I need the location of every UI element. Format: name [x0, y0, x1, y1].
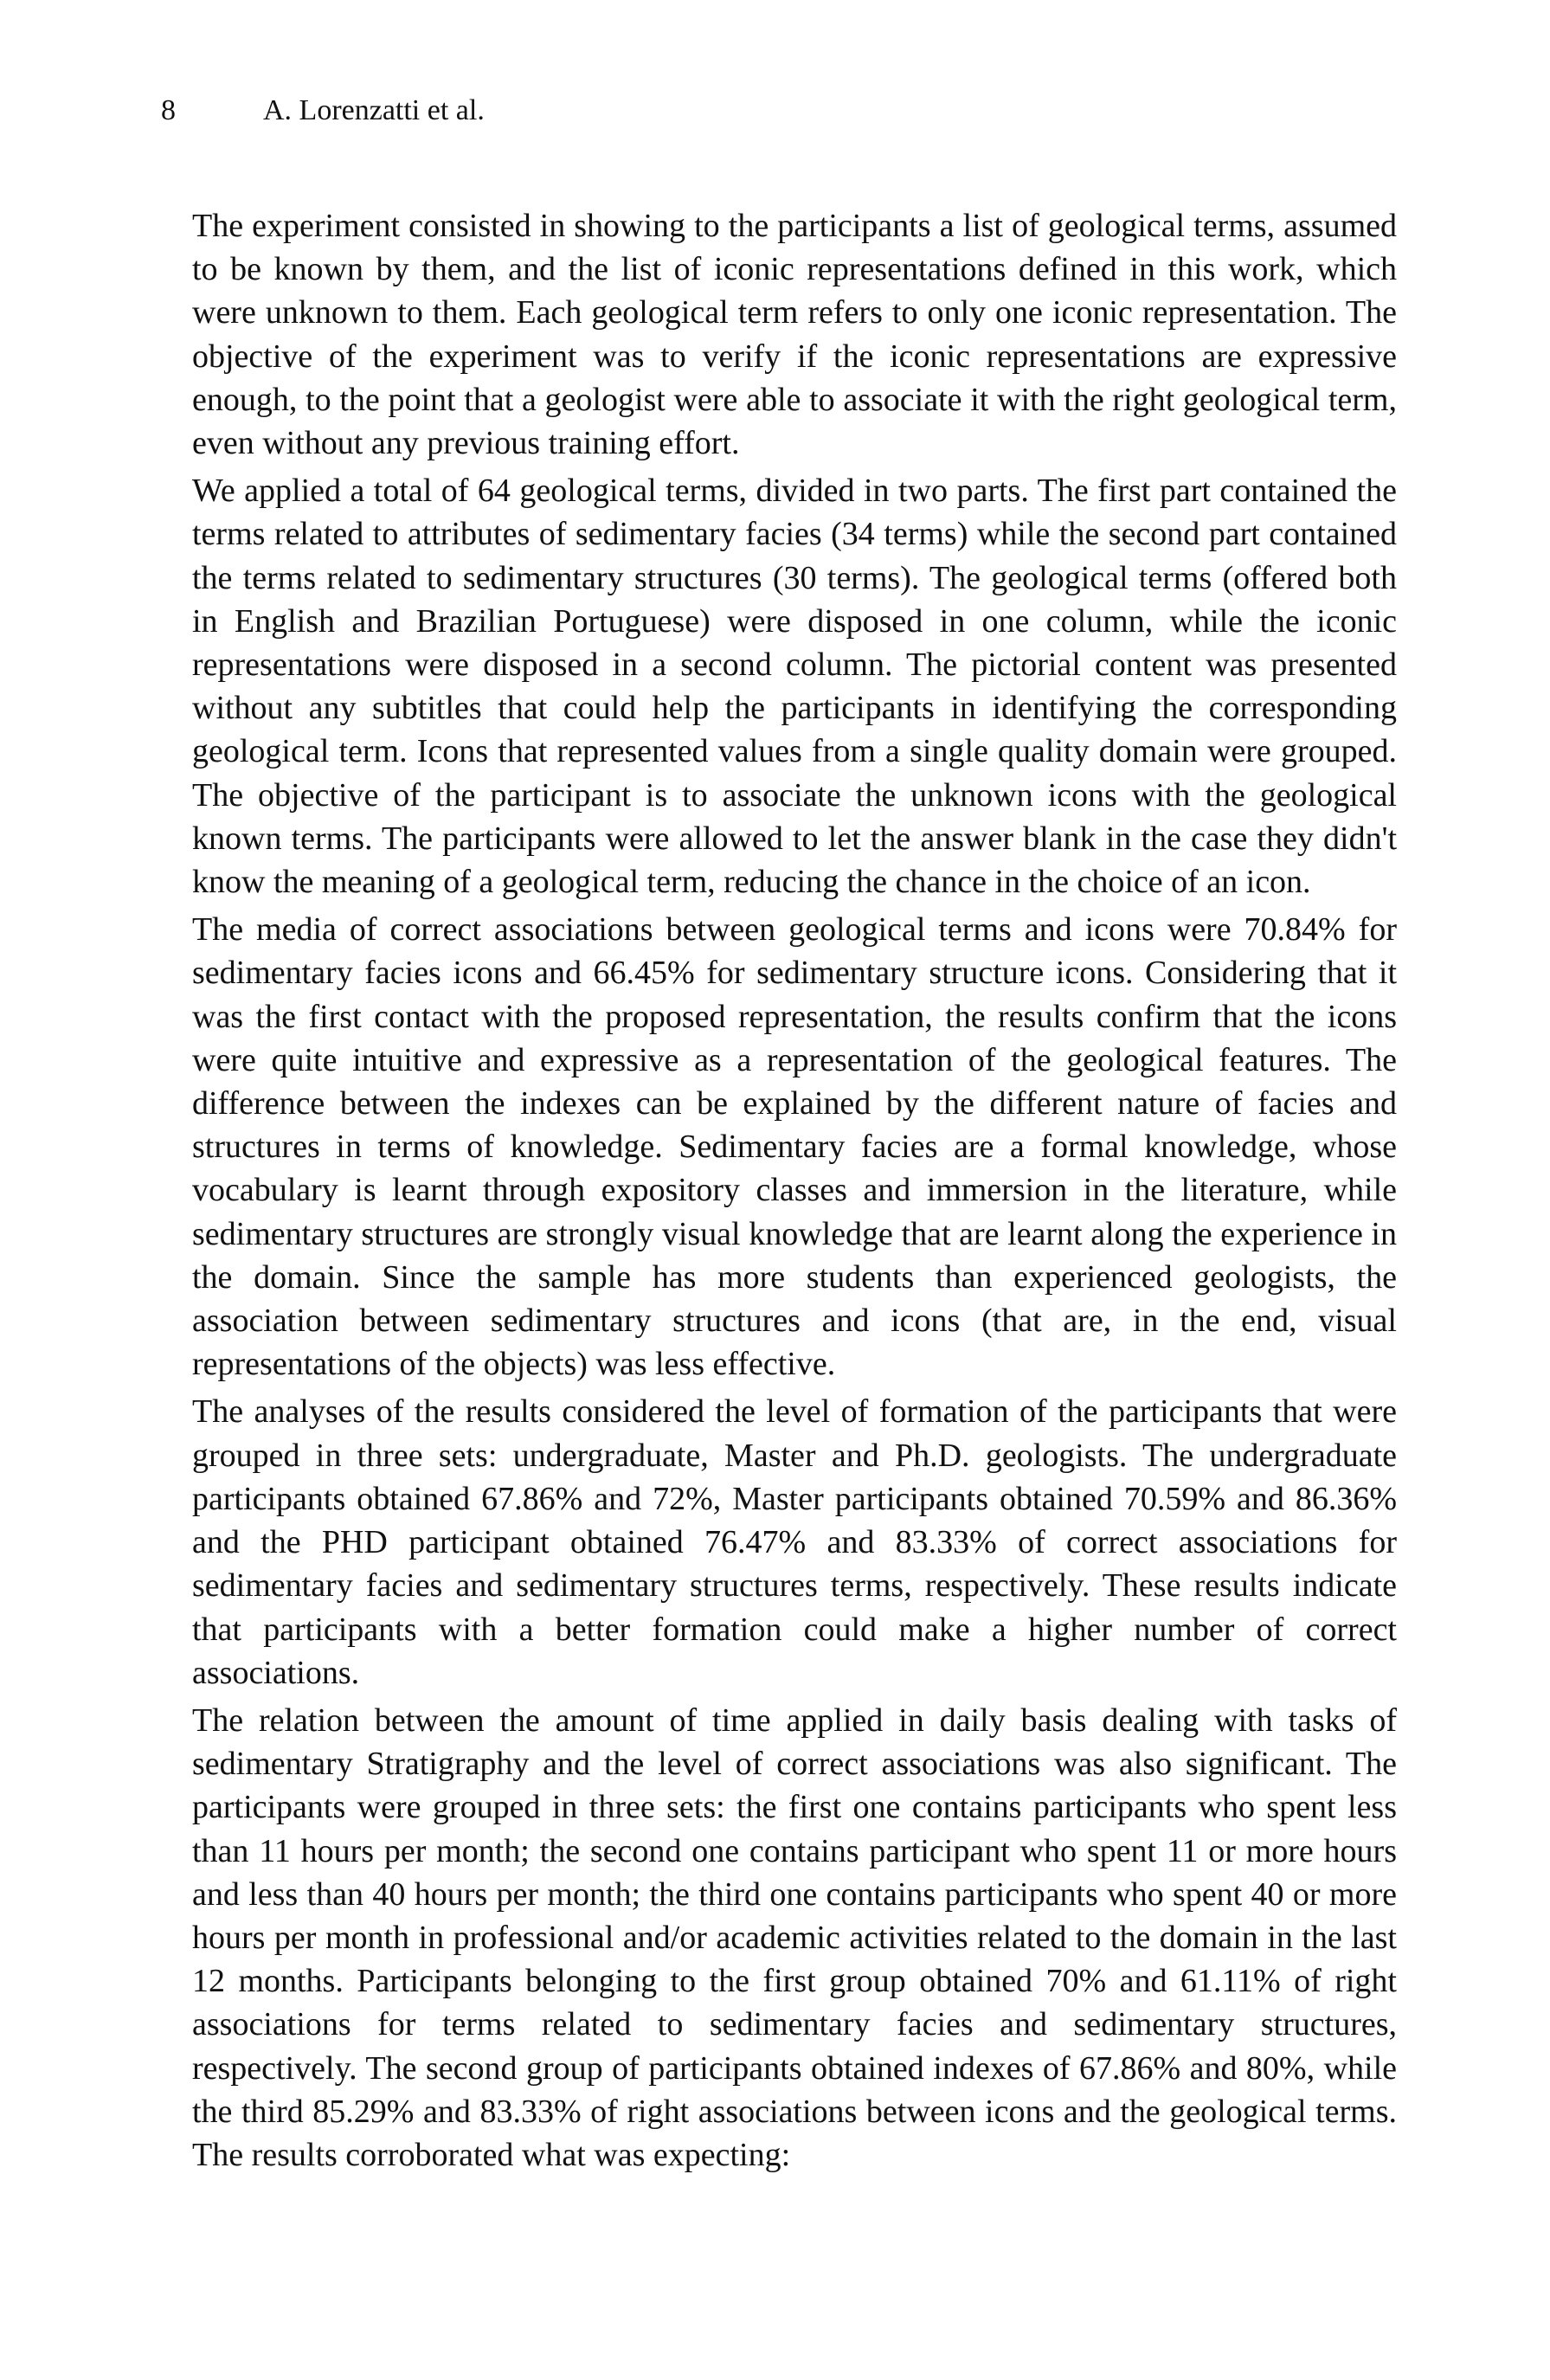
paragraph-time-applied: The relation between the amount of time applied in daily basis dealing with tasks of sedimentary Stratigraphy and the level of correct associations was also significant. The participants were grouped in three sets: the first one contains participants who spent less than 11 hours per month; the second one contains participant who spent 11 or more hours and less than 40 hours per month; the third one contains participants who spent 40 or more hours per month in professional and/or academic activities related to the domain in the last 12 months. Participants belonging to the first group obtained 70% and 61.11% of right associations for terms related to sedimentary facies and sedimentary structures, respectively. The second group of participants obtained indexes of 67.86% and 80%, while the third 85.29% and 83.33% of right associations between icons and the geological terms. The results corroborated what was expecting:	[192, 1701, 1397, 2173]
running-header-authors: A. Lorenzatti et al.	[263, 94, 485, 126]
page-number: 8	[161, 94, 176, 126]
paragraph-formation-level: The analyses of the results considered the level of formation of the participants that were grouped in three sets: undergraduate, Master and Ph.D. geologists. The undergraduate participants obtained 67.86% and 72%, Master participants obtained 70.59% and 86.36% and the PHD participant obtained 76.47% and 83.33% of correct associations for sedimentary facies and sedimentary structures terms, respectively. These results indicate that participants with a better formation could make a higher number of correct associations.	[192, 1393, 1397, 1691]
paragraph-geological-terms: We applied a total of 64 geological terms, divided in two parts. The first part contained the terms related to attributes of sedimentary facies (34 terms) while the second part contained the terms related to sedimentary structures (30 terms). The geological terms (offered both in English and Brazilian Portuguese) were disposed in one column, while the iconic representations were disposed in a second column. The pictorial content was presented without any subtitles that could help the participants in identifying the corresponding geological term. Icons that represented values from a single quality domain were grouped. The objective of the participant is to associate the unknown icons with the geological known terms. The participants were allowed to let the answer blank in the case they didn't know the meaning of a geological term, reducing the chance in the choice of an icon.	[192, 473, 1397, 901]
paragraph-experiment-description: The experiment consisted in showing to the participants a list of geological terms, assumed to be known by them, and the list of iconic representations defined in this work, which were unknown to them. Each geological term refers to only one iconic representation. The objective of the experiment was to verify if the iconic representations are expressive enough, to the point that a geologist were able to associate it with the right geological term, even without any previous training effort.	[192, 208, 1397, 462]
running-header	[161, 93, 485, 128]
body-text	[192, 204, 1397, 2181]
paragraph-correct-associations: The media of correct associations between geological terms and icons were 70.84% for sedimentary facies icons and 66.45% for sedimentary structure icons. Considering that it was the first contact with the proposed representation, the results confirm that the icons were quite intuitive and expressive as a representation of the geological features. The difference between the indexes can be explained by the different nature of facies and structures in terms of knowledge. Sedimentary facies are a formal knowledge, whose vocabulary is learnt through expository classes and immersion in the literature, while sedimentary structures are strongly visual knowledge that are learnt along the experience in the domain. Since the sample has more students than experienced geologists, the association between sedimentary structures and icons (that are, in the end, visual representations of the objects) was less effective.	[192, 911, 1397, 1383]
